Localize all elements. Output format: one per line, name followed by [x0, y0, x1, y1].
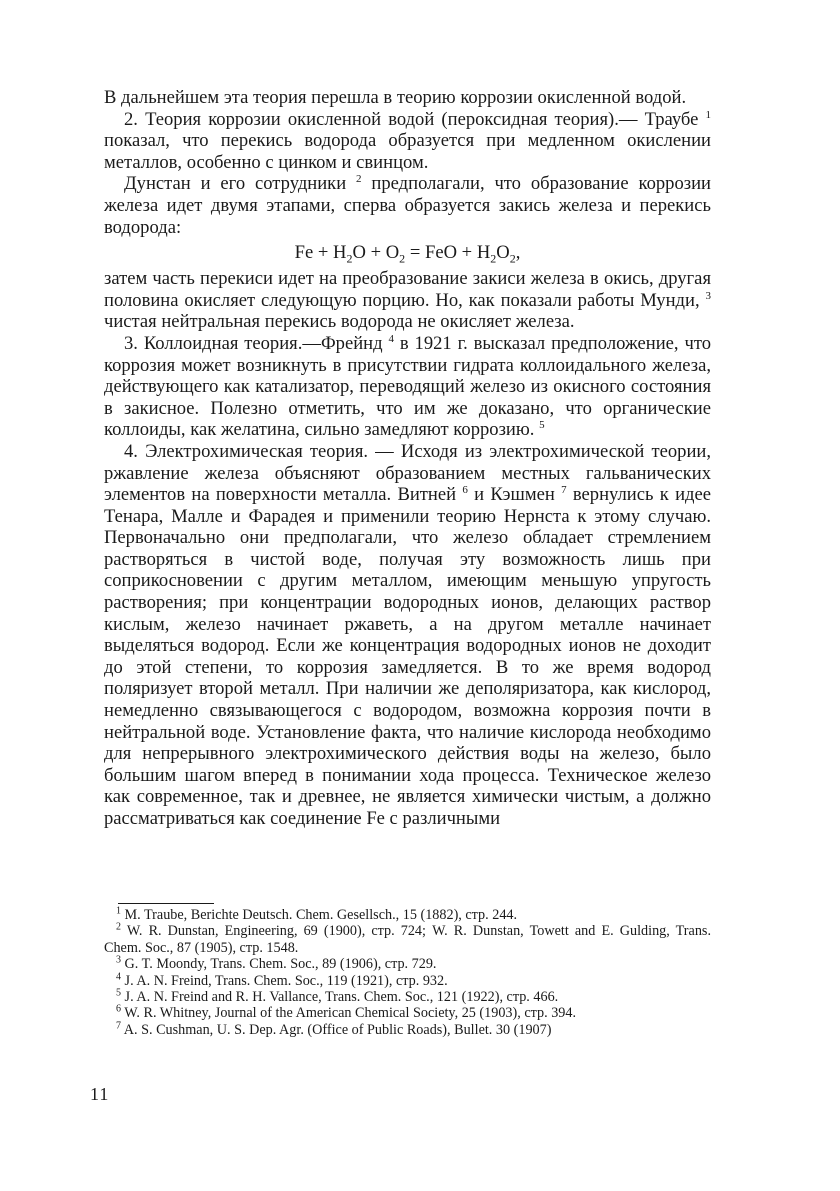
footnote-6: $^6$ W. R. Whitney, Journal of the American Chemical Society, 25 (1903), стр. 394. [116, 1003, 577, 1022]
footnote-ref: 6 [462, 483, 468, 496]
footnote-ref: 3 [705, 289, 711, 302]
paragraph-1: В дальнейшем эта теория перешла в теорию коррозии окисленной водой. [104, 87, 687, 108]
paragraph-peroxide-theory: 2. Теория коррозии окисленной водой (пероксидная теория).— Траубе $^1$ показал, что перекись водорода образуется при медленном окислении металлов, особенно с цинком и свинцом. [104, 108, 711, 173]
paragraph-electrochemical-theory: 4. Электрохимическая теория. — Исходя из электрохимической теории, ржавление железа объясняют образованием местных гальванических элементов на поверхности металла. Витней $^6$ и Кэшмен $^7$ вернулись к идее Тенара, Малле и Фарадея и применили теорию Нернста к этому случаю. Первоначально они предполагали, что железо обладает стремлением растворяться в чистой воде, получая эту возможность лишь при соприкосновении с другим металлом, имеющим меньшую упругость растворения; при концентрации водородных ионов, делающих раствор кислым, железо начинает ржаветь, а на другом металле начинает выделяться водород. Если же концентрация водородных ионов не доходит до этой степени, то коррозия замедляется. В то же время водород поляризует второй металл. При наличии же деполяризатора, как кислород, немедленно связывающегося с водородом, возможна коррозия почти в нейтральной воде. Установление факта, что наличие кислорода необходимо для непрерывного электрохимического действия воды на железо, было большим шагом вперед в понимании хода процесса. Техническое железо как современное, так и древнее, не является химически чистым, а должно рассматриваться как соединение Fe с различными [104, 440, 711, 829]
footnote-ref: 2 [356, 173, 362, 186]
footnote-ref: 1 [705, 108, 711, 121]
paragraph-mundy: затем часть перекиси идет на преобразование закиси железа в окись, другая половина окисляет следующую порцию. Но, как показали работы Мунди, $^3$ чистая нейтральная перекись водорода не окисляет железа. [104, 268, 711, 333]
paragraph-dunstan: Дунстан и его сотрудники $^2$ предполагали, что образование коррозии железа идет двумя этапами, сперва образуется закись железа и перекись водорода: [104, 173, 712, 238]
footnote-ref: 4 [388, 332, 394, 345]
footnote-1: $^1$ M. Traube, Berichte Deutsch. Chem. Gesellsch., 15 (1882), стр. 244. [116, 905, 518, 923]
page-number: 11 [90, 1084, 110, 1104]
footnote-5: $^5$ J. A. N. Freind and R. H. Vallance, Trans. Chem. Soc., 121 (1922), стр. 466. [116, 987, 559, 1006]
chemical-equation: $Fe + H_2O + O_2$ = FeO + $H_2O_2$, [294, 242, 521, 266]
footnote-ref: 5 [539, 419, 545, 432]
footnotes [104, 907, 711, 1038]
main-text [104, 87, 711, 830]
footnote-4: $^4$ J. A. N. Freind, Trans. Chem. Soc., 119 (1921), стр. 932. [116, 970, 448, 989]
footnote-7: $^7$ A. S. Cushman, U. S. Dep. Agr. (Office of Public Roads), Bullet. 30 (1907) [116, 1020, 552, 1038]
footnote-divider [118, 903, 214, 904]
footnote-3: $^3$ G. T. Moondy, Trans. Chem. Soc., 89 (1906), стр. 729. [116, 954, 437, 973]
footnote-ref: 7 [561, 483, 567, 496]
paragraph-colloid-theory: 3. Коллоидная теория.—Фрейнд $^4$ в 1921 г. высказал предположение, что коррозия может возникнуть в присутствии гидрата коллоидального железа, действующего как катализатор, переводящий железо из окисного состояния в закисное. Полезно отметить, что им же доказано, что органические коллоиды, как желатина, сильно замедляют коррозию. $^5$ [104, 332, 711, 441]
footnote-2: $^2$ W. R. Dunstan, Engineering, 69 (1900), стр. 724; W. R. Dunstan, Towett and E. Gulding, Trans. Chem. Soc., 87 (1905), стр. 1548. [104, 921, 711, 956]
